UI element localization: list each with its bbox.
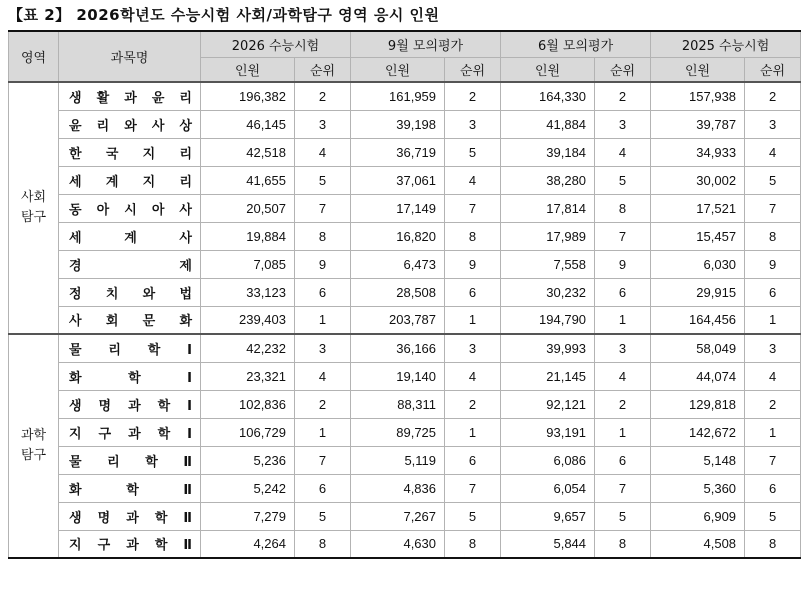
subject-name: 화 학 Ⅱ <box>69 482 192 498</box>
table-row <box>9 82 801 110</box>
rank-cell: 5 <box>295 166 351 194</box>
rank-cell: 5 <box>595 502 651 530</box>
count-cell: 42,232 <box>201 334 295 362</box>
rank-cell: 1 <box>595 306 651 334</box>
table-row <box>9 530 801 558</box>
header-area: 영역 <box>9 31 59 82</box>
count-cell: 17,814 <box>501 194 595 222</box>
count-cell: 58,049 <box>651 334 745 362</box>
rank-cell: 8 <box>445 530 501 558</box>
count-cell: 92,121 <box>501 390 595 418</box>
subject-cell <box>59 138 201 166</box>
rank-cell: 4 <box>445 166 501 194</box>
rank-cell: 6 <box>595 278 651 306</box>
count-cell: 17,149 <box>351 194 445 222</box>
rank-cell: 2 <box>595 390 651 418</box>
table-header <box>9 31 801 82</box>
rank-cell: 2 <box>595 82 651 110</box>
header-count: 인원 <box>201 57 295 82</box>
count-cell: 102,836 <box>201 390 295 418</box>
rank-cell: 2 <box>295 82 351 110</box>
table-row <box>9 334 801 362</box>
rank-cell: 2 <box>445 390 501 418</box>
rank-cell: 5 <box>745 166 801 194</box>
subject-name: 생 활 과 윤 리 <box>69 90 192 106</box>
table-row <box>9 194 801 222</box>
rank-cell: 7 <box>595 474 651 502</box>
rank-cell: 4 <box>745 362 801 390</box>
count-cell: 42,518 <box>201 138 295 166</box>
count-cell: 161,959 <box>351 82 445 110</box>
subject-name: 경 제 <box>69 258 192 274</box>
table-row <box>9 390 801 418</box>
subject-name: 정 치 와 법 <box>69 286 192 302</box>
rank-cell: 1 <box>295 306 351 334</box>
count-cell: 30,002 <box>651 166 745 194</box>
count-cell: 34,933 <box>651 138 745 166</box>
rank-cell: 7 <box>745 194 801 222</box>
count-cell: 7,267 <box>351 502 445 530</box>
rank-cell: 3 <box>745 110 801 138</box>
rank-cell: 1 <box>745 418 801 446</box>
count-cell: 194,790 <box>501 306 595 334</box>
count-cell: 4,630 <box>351 530 445 558</box>
count-cell: 7,279 <box>201 502 295 530</box>
rank-cell: 5 <box>295 502 351 530</box>
rank-cell: 6 <box>595 446 651 474</box>
subject-name: 지 구 과 학 Ⅰ <box>69 426 192 442</box>
count-cell: 16,820 <box>351 222 445 250</box>
rank-cell: 3 <box>295 110 351 138</box>
rank-cell: 3 <box>745 334 801 362</box>
table-row <box>9 250 801 278</box>
count-cell: 5,119 <box>351 446 445 474</box>
rank-cell: 6 <box>445 278 501 306</box>
header-rank: 순위 <box>445 57 501 82</box>
table-row <box>9 166 801 194</box>
subject-name: 지 구 과 학 Ⅱ <box>69 538 192 554</box>
rank-cell: 9 <box>445 250 501 278</box>
count-cell: 28,508 <box>351 278 445 306</box>
rank-cell: 1 <box>445 418 501 446</box>
header-subject: 과목명 <box>59 31 201 82</box>
subject-cell <box>59 110 201 138</box>
count-cell: 157,938 <box>651 82 745 110</box>
subject-cell <box>59 194 201 222</box>
rank-cell: 1 <box>595 418 651 446</box>
table-row <box>9 418 801 446</box>
rank-cell: 5 <box>445 502 501 530</box>
count-cell: 7,558 <box>501 250 595 278</box>
count-cell: 106,729 <box>201 418 295 446</box>
rank-cell: 6 <box>295 278 351 306</box>
table-body <box>9 82 801 558</box>
count-cell: 7,085 <box>201 250 295 278</box>
count-cell: 6,086 <box>501 446 595 474</box>
rank-cell: 6 <box>745 278 801 306</box>
subject-cell <box>59 390 201 418</box>
table-row <box>9 110 801 138</box>
rank-cell: 6 <box>445 446 501 474</box>
header-rank: 순위 <box>595 57 651 82</box>
rank-cell: 2 <box>445 82 501 110</box>
rank-cell: 3 <box>445 110 501 138</box>
count-cell: 44,074 <box>651 362 745 390</box>
rank-cell: 2 <box>295 390 351 418</box>
rank-cell: 3 <box>445 334 501 362</box>
count-cell: 4,836 <box>351 474 445 502</box>
table-row <box>9 222 801 250</box>
rank-cell: 3 <box>595 110 651 138</box>
subject-cell <box>59 362 201 390</box>
rank-cell: 1 <box>295 418 351 446</box>
rank-cell: 7 <box>595 222 651 250</box>
count-cell: 19,140 <box>351 362 445 390</box>
count-cell: 41,655 <box>201 166 295 194</box>
count-cell: 93,191 <box>501 418 595 446</box>
count-cell: 29,915 <box>651 278 745 306</box>
subject-cell <box>59 446 201 474</box>
count-cell: 30,232 <box>501 278 595 306</box>
rank-cell: 6 <box>295 474 351 502</box>
rank-cell: 1 <box>445 306 501 334</box>
subject-name: 사 회 문 화 <box>69 314 192 330</box>
subject-name: 물 리 학 Ⅰ <box>69 342 192 358</box>
rank-cell: 4 <box>445 362 501 390</box>
count-cell: 39,787 <box>651 110 745 138</box>
count-cell: 164,330 <box>501 82 595 110</box>
rank-cell: 8 <box>745 530 801 558</box>
rank-cell: 7 <box>295 194 351 222</box>
rank-cell: 7 <box>295 446 351 474</box>
count-cell: 5,844 <box>501 530 595 558</box>
count-cell: 39,198 <box>351 110 445 138</box>
header-count: 인원 <box>651 57 745 82</box>
count-cell: 15,457 <box>651 222 745 250</box>
rank-cell: 8 <box>595 530 651 558</box>
count-cell: 33,123 <box>201 278 295 306</box>
rank-cell: 5 <box>445 138 501 166</box>
count-cell: 39,993 <box>501 334 595 362</box>
rank-cell: 7 <box>445 194 501 222</box>
rank-cell: 4 <box>295 362 351 390</box>
rank-cell: 2 <box>745 82 801 110</box>
table-row <box>9 278 801 306</box>
count-cell: 21,145 <box>501 362 595 390</box>
header-rank: 순위 <box>745 57 801 82</box>
table-row <box>9 362 801 390</box>
count-cell: 36,166 <box>351 334 445 362</box>
header-rank: 순위 <box>295 57 351 82</box>
subject-cell <box>59 474 201 502</box>
rank-cell: 3 <box>295 334 351 362</box>
rank-cell: 2 <box>745 390 801 418</box>
count-cell: 20,507 <box>201 194 295 222</box>
count-cell: 19,884 <box>201 222 295 250</box>
rank-cell: 9 <box>745 250 801 278</box>
count-cell: 5,236 <box>201 446 295 474</box>
subject-name: 생 명 과 학 Ⅰ <box>69 398 192 414</box>
area-cell: 사회 탐구 <box>9 82 59 334</box>
count-cell: 6,030 <box>651 250 745 278</box>
count-cell: 89,725 <box>351 418 445 446</box>
rank-cell: 3 <box>595 334 651 362</box>
rank-cell: 4 <box>595 138 651 166</box>
count-cell: 164,456 <box>651 306 745 334</box>
header-exam-2026: 2026 수능시험 <box>201 31 351 57</box>
count-cell: 142,672 <box>651 418 745 446</box>
count-cell: 196,382 <box>201 82 295 110</box>
count-cell: 41,884 <box>501 110 595 138</box>
count-cell: 4,264 <box>201 530 295 558</box>
subject-cell <box>59 250 201 278</box>
header-exam-sep: 9월 모의평가 <box>351 31 501 57</box>
count-cell: 23,321 <box>201 362 295 390</box>
count-cell: 9,657 <box>501 502 595 530</box>
rank-cell: 5 <box>745 502 801 530</box>
count-cell: 88,311 <box>351 390 445 418</box>
subject-name: 동 아 시 아 사 <box>69 202 192 218</box>
subject-cell <box>59 306 201 334</box>
count-cell: 17,989 <box>501 222 595 250</box>
subject-name: 세 계 지 리 <box>69 174 192 190</box>
header-count: 인원 <box>501 57 595 82</box>
subject-name: 윤 리 와 사 상 <box>69 118 192 134</box>
table-row <box>9 138 801 166</box>
subject-name: 생 명 과 학 Ⅱ <box>69 510 192 526</box>
rank-cell: 7 <box>445 474 501 502</box>
table-row <box>9 306 801 334</box>
count-cell: 239,403 <box>201 306 295 334</box>
count-cell: 6,909 <box>651 502 745 530</box>
rank-cell: 4 <box>745 138 801 166</box>
table-row <box>9 502 801 530</box>
rank-cell: 9 <box>295 250 351 278</box>
subject-cell <box>59 418 201 446</box>
count-cell: 17,521 <box>651 194 745 222</box>
count-cell: 46,145 <box>201 110 295 138</box>
count-cell: 36,719 <box>351 138 445 166</box>
rank-cell: 9 <box>595 250 651 278</box>
table-row <box>9 446 801 474</box>
subject-cell <box>59 278 201 306</box>
count-cell: 37,061 <box>351 166 445 194</box>
header-count: 인원 <box>351 57 445 82</box>
rank-cell: 6 <box>745 474 801 502</box>
rank-cell: 8 <box>595 194 651 222</box>
count-cell: 6,054 <box>501 474 595 502</box>
rank-cell: 8 <box>295 222 351 250</box>
header-exam-jun: 6월 모의평가 <box>501 31 651 57</box>
header-exam-2025: 2025 수능시험 <box>651 31 801 57</box>
count-cell: 6,473 <box>351 250 445 278</box>
rank-cell: 7 <box>745 446 801 474</box>
rank-cell: 8 <box>295 530 351 558</box>
subject-name: 물 리 학 Ⅱ <box>69 454 192 470</box>
subject-cell <box>59 222 201 250</box>
subject-cell <box>59 502 201 530</box>
subject-cell <box>59 334 201 362</box>
area-cell: 과학 탐구 <box>9 334 59 558</box>
count-cell: 5,242 <box>201 474 295 502</box>
subject-name: 한 국 지 리 <box>69 146 192 162</box>
count-cell: 38,280 <box>501 166 595 194</box>
applicants-table <box>8 30 801 559</box>
subject-name: 세 계 사 <box>69 230 192 246</box>
table-caption: 【표 2】 2026학년도 수능시험 사회/과학탐구 영역 응시 인원 <box>8 6 440 24</box>
count-cell: 129,818 <box>651 390 745 418</box>
count-cell: 5,148 <box>651 446 745 474</box>
rank-cell: 5 <box>595 166 651 194</box>
subject-cell <box>59 82 201 110</box>
rank-cell: 8 <box>445 222 501 250</box>
count-cell: 5,360 <box>651 474 745 502</box>
rank-cell: 4 <box>295 138 351 166</box>
count-cell: 39,184 <box>501 138 595 166</box>
subject-name: 화 학 Ⅰ <box>69 370 192 386</box>
rank-cell: 1 <box>745 306 801 334</box>
table-row <box>9 474 801 502</box>
rank-cell: 8 <box>745 222 801 250</box>
count-cell: 4,508 <box>651 530 745 558</box>
subject-cell <box>59 166 201 194</box>
count-cell: 203,787 <box>351 306 445 334</box>
rank-cell: 4 <box>595 362 651 390</box>
subject-cell <box>59 530 201 558</box>
